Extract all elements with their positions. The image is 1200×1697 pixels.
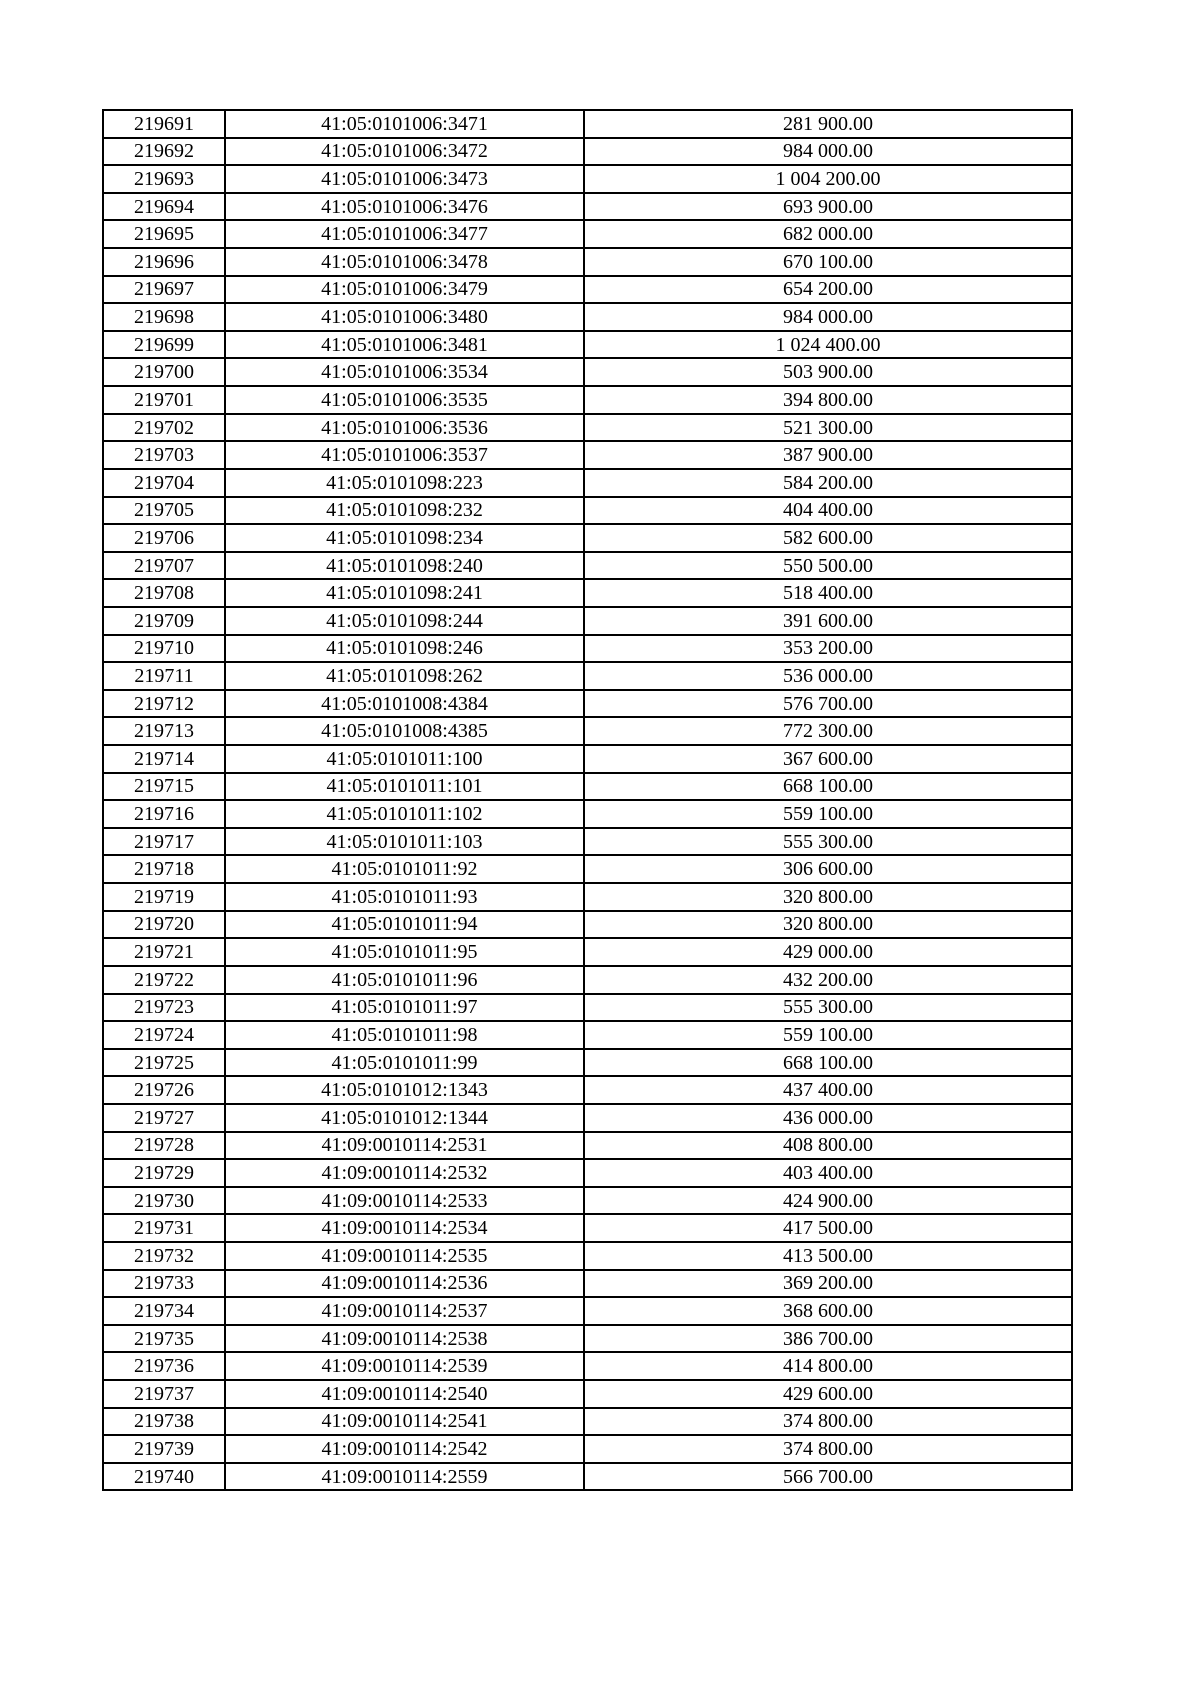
row-number-cell: 219732 [103,1242,225,1270]
table-row [103,110,1072,138]
table-row [103,248,1072,276]
cadastral-number-cell: 41:09:0010114:2531 [225,1132,584,1160]
cadastral-number-cell: 41:05:0101011:98 [225,1021,584,1049]
value-cell: 368 600.00 [584,1297,1072,1325]
table-row [103,1435,1072,1463]
value-cell: 394 800.00 [584,386,1072,414]
row-number-cell: 219718 [103,855,225,883]
cadastral-number-cell: 41:05:0101098:244 [225,607,584,635]
value-cell: 432 200.00 [584,966,1072,994]
table-row [103,303,1072,331]
row-number-cell: 219696 [103,248,225,276]
value-cell: 670 100.00 [584,248,1072,276]
value-cell: 1 004 200.00 [584,165,1072,193]
cadastral-number-cell: 41:09:0010114:2559 [225,1463,584,1491]
table-row [103,1159,1072,1187]
row-number-cell: 219713 [103,717,225,745]
cadastral-number-cell: 41:05:0101006:3473 [225,165,584,193]
table-row [103,607,1072,635]
value-cell: 429 000.00 [584,938,1072,966]
row-number-cell: 219739 [103,1435,225,1463]
table-row [103,800,1072,828]
value-cell: 584 200.00 [584,469,1072,497]
cadastral-number-cell: 41:05:0101006:3477 [225,220,584,248]
row-number-cell: 219693 [103,165,225,193]
row-number-cell: 219692 [103,138,225,166]
cadastral-number-cell: 41:05:0101006:3534 [225,358,584,386]
row-number-cell: 219717 [103,828,225,856]
value-cell: 429 600.00 [584,1380,1072,1408]
value-cell: 984 000.00 [584,138,1072,166]
cadastral-number-cell: 41:05:0101098:223 [225,469,584,497]
value-cell: 518 400.00 [584,579,1072,607]
table-row [103,690,1072,718]
table-row [103,1352,1072,1380]
row-number-cell: 219730 [103,1187,225,1215]
table-row [103,193,1072,221]
row-number-cell: 219728 [103,1132,225,1160]
table-row [103,855,1072,883]
row-number-cell: 219734 [103,1297,225,1325]
table-row [103,994,1072,1022]
table-row [103,1325,1072,1353]
cadastral-number-cell: 41:05:0101011:103 [225,828,584,856]
value-cell: 367 600.00 [584,745,1072,773]
value-cell: 391 600.00 [584,607,1072,635]
value-cell: 414 800.00 [584,1352,1072,1380]
table-row [103,1076,1072,1104]
value-cell: 693 900.00 [584,193,1072,221]
row-number-cell: 219738 [103,1408,225,1436]
cadastral-number-cell: 41:09:0010114:2537 [225,1297,584,1325]
value-cell: 413 500.00 [584,1242,1072,1270]
table-row [103,579,1072,607]
row-number-cell: 219695 [103,220,225,248]
value-cell: 369 200.00 [584,1270,1072,1298]
row-number-cell: 219700 [103,358,225,386]
row-number-cell: 219709 [103,607,225,635]
row-number-cell: 219725 [103,1049,225,1077]
value-cell: 668 100.00 [584,1049,1072,1077]
row-number-cell: 219736 [103,1352,225,1380]
cadastral-number-cell: 41:05:0101006:3537 [225,441,584,469]
value-cell: 550 500.00 [584,552,1072,580]
table-row [103,745,1072,773]
cadastral-number-cell: 41:05:0101006:3481 [225,331,584,359]
table-row [103,1049,1072,1077]
row-number-cell: 219733 [103,1270,225,1298]
cadastral-number-cell: 41:09:0010114:2539 [225,1352,584,1380]
cadastral-number-cell: 41:09:0010114:2536 [225,1270,584,1298]
cadastral-number-cell: 41:09:0010114:2542 [225,1435,584,1463]
cadastral-number-cell: 41:05:0101011:93 [225,883,584,911]
table-row [103,1021,1072,1049]
row-number-cell: 219704 [103,469,225,497]
row-number-cell: 219719 [103,883,225,911]
value-cell: 374 800.00 [584,1408,1072,1436]
row-number-cell: 219701 [103,386,225,414]
row-number-cell: 219691 [103,110,225,138]
table-row [103,1187,1072,1215]
row-number-cell: 219703 [103,441,225,469]
cadastral-number-cell: 41:09:0010114:2538 [225,1325,584,1353]
cadastral-number-cell: 41:05:0101011:99 [225,1049,584,1077]
cadastral-number-cell: 41:05:0101011:92 [225,855,584,883]
row-number-cell: 219711 [103,662,225,690]
cadastral-number-cell: 41:05:0101006:3471 [225,110,584,138]
table-row [103,1104,1072,1132]
cadastral-number-cell: 41:05:0101008:4385 [225,717,584,745]
table-row [103,414,1072,442]
row-number-cell: 219720 [103,911,225,939]
cadastral-number-cell: 41:05:0101006:3472 [225,138,584,166]
value-cell: 536 000.00 [584,662,1072,690]
value-cell: 404 400.00 [584,497,1072,525]
table-row [103,662,1072,690]
row-number-cell: 219708 [103,579,225,607]
row-number-cell: 219715 [103,773,225,801]
value-cell: 772 300.00 [584,717,1072,745]
row-number-cell: 219716 [103,800,225,828]
cadastral-number-cell: 41:05:0101098:246 [225,635,584,663]
value-cell: 320 800.00 [584,883,1072,911]
cadastral-value-table [102,109,1073,1491]
cadastral-number-cell: 41:05:0101011:96 [225,966,584,994]
table-row [103,469,1072,497]
row-number-cell: 219722 [103,966,225,994]
table-row [103,1242,1072,1270]
row-number-cell: 219705 [103,497,225,525]
table-row [103,1214,1072,1242]
cadastral-number-cell: 41:05:0101006:3479 [225,276,584,304]
value-cell: 682 000.00 [584,220,1072,248]
row-number-cell: 219740 [103,1463,225,1491]
cadastral-number-cell: 41:05:0101008:4384 [225,690,584,718]
row-number-cell: 219721 [103,938,225,966]
table-row [103,331,1072,359]
table-row [103,1297,1072,1325]
value-cell: 559 100.00 [584,1021,1072,1049]
row-number-cell: 219694 [103,193,225,221]
value-cell: 555 300.00 [584,994,1072,1022]
table-row [103,276,1072,304]
cadastral-number-cell: 41:05:0101012:1343 [225,1076,584,1104]
row-number-cell: 219710 [103,635,225,663]
row-number-cell: 219702 [103,414,225,442]
value-cell: 320 800.00 [584,911,1072,939]
value-cell: 668 100.00 [584,773,1072,801]
row-number-cell: 219707 [103,552,225,580]
value-cell: 281 900.00 [584,110,1072,138]
table-row [103,966,1072,994]
value-cell: 353 200.00 [584,635,1072,663]
cadastral-number-cell: 41:05:0101011:97 [225,994,584,1022]
table-row [103,1463,1072,1491]
table-row [103,1132,1072,1160]
row-number-cell: 219729 [103,1159,225,1187]
cadastral-number-cell: 41:05:0101098:241 [225,579,584,607]
row-number-cell: 219727 [103,1104,225,1132]
value-cell: 654 200.00 [584,276,1072,304]
value-cell: 503 900.00 [584,358,1072,386]
table-row [103,524,1072,552]
row-number-cell: 219724 [103,1021,225,1049]
row-number-cell: 219735 [103,1325,225,1353]
row-number-cell: 219731 [103,1214,225,1242]
table-row [103,138,1072,166]
value-cell: 566 700.00 [584,1463,1072,1491]
value-cell: 555 300.00 [584,828,1072,856]
cadastral-number-cell: 41:05:0101011:101 [225,773,584,801]
table-row [103,773,1072,801]
value-cell: 559 100.00 [584,800,1072,828]
cadastral-number-cell: 41:05:0101006:3535 [225,386,584,414]
table-row [103,717,1072,745]
table-row [103,1408,1072,1436]
value-cell: 424 900.00 [584,1187,1072,1215]
table-row [103,386,1072,414]
cadastral-number-cell: 41:09:0010114:2541 [225,1408,584,1436]
row-number-cell: 219737 [103,1380,225,1408]
table-row [103,220,1072,248]
value-cell: 306 600.00 [584,855,1072,883]
value-cell: 582 600.00 [584,524,1072,552]
value-cell: 386 700.00 [584,1325,1072,1353]
table-row [103,1270,1072,1298]
row-number-cell: 219712 [103,690,225,718]
row-number-cell: 219714 [103,745,225,773]
cadastral-number-cell: 41:05:0101006:3536 [225,414,584,442]
row-number-cell: 219698 [103,303,225,331]
cadastral-number-cell: 41:09:0010114:2533 [225,1187,584,1215]
row-number-cell: 219697 [103,276,225,304]
table-row [103,497,1072,525]
row-number-cell: 219706 [103,524,225,552]
value-cell: 437 400.00 [584,1076,1072,1104]
cadastral-number-cell: 41:05:0101006:3480 [225,303,584,331]
value-cell: 374 800.00 [584,1435,1072,1463]
value-cell: 576 700.00 [584,690,1072,718]
cadastral-number-cell: 41:05:0101098:240 [225,552,584,580]
table-row [103,828,1072,856]
cadastral-number-cell: 41:05:0101006:3478 [225,248,584,276]
cadastral-number-cell: 41:09:0010114:2532 [225,1159,584,1187]
value-cell: 387 900.00 [584,441,1072,469]
table-row [103,552,1072,580]
value-cell: 984 000.00 [584,303,1072,331]
table-row [103,883,1072,911]
cadastral-number-cell: 41:09:0010114:2535 [225,1242,584,1270]
table-row [103,165,1072,193]
cadastral-number-cell: 41:05:0101011:95 [225,938,584,966]
value-cell: 1 024 400.00 [584,331,1072,359]
value-cell: 408 800.00 [584,1132,1072,1160]
cadastral-number-cell: 41:09:0010114:2534 [225,1214,584,1242]
row-number-cell: 219726 [103,1076,225,1104]
cadastral-number-cell: 41:05:0101011:94 [225,911,584,939]
cadastral-number-cell: 41:05:0101098:262 [225,662,584,690]
table-row [103,938,1072,966]
cadastral-number-cell: 41:05:0101012:1344 [225,1104,584,1132]
table-row [103,358,1072,386]
cadastral-number-cell: 41:05:0101011:102 [225,800,584,828]
cadastral-number-cell: 41:09:0010114:2540 [225,1380,584,1408]
value-cell: 417 500.00 [584,1214,1072,1242]
table-row [103,911,1072,939]
cadastral-number-cell: 41:05:0101098:234 [225,524,584,552]
cadastral-number-cell: 41:05:0101006:3476 [225,193,584,221]
cadastral-number-cell: 41:05:0101098:232 [225,497,584,525]
cadastral-number-cell: 41:05:0101011:100 [225,745,584,773]
row-number-cell: 219723 [103,994,225,1022]
row-number-cell: 219699 [103,331,225,359]
value-cell: 521 300.00 [584,414,1072,442]
table-body [103,110,1072,1490]
table-row [103,635,1072,663]
table-row [103,1380,1072,1408]
value-cell: 403 400.00 [584,1159,1072,1187]
table-row [103,441,1072,469]
value-cell: 436 000.00 [584,1104,1072,1132]
